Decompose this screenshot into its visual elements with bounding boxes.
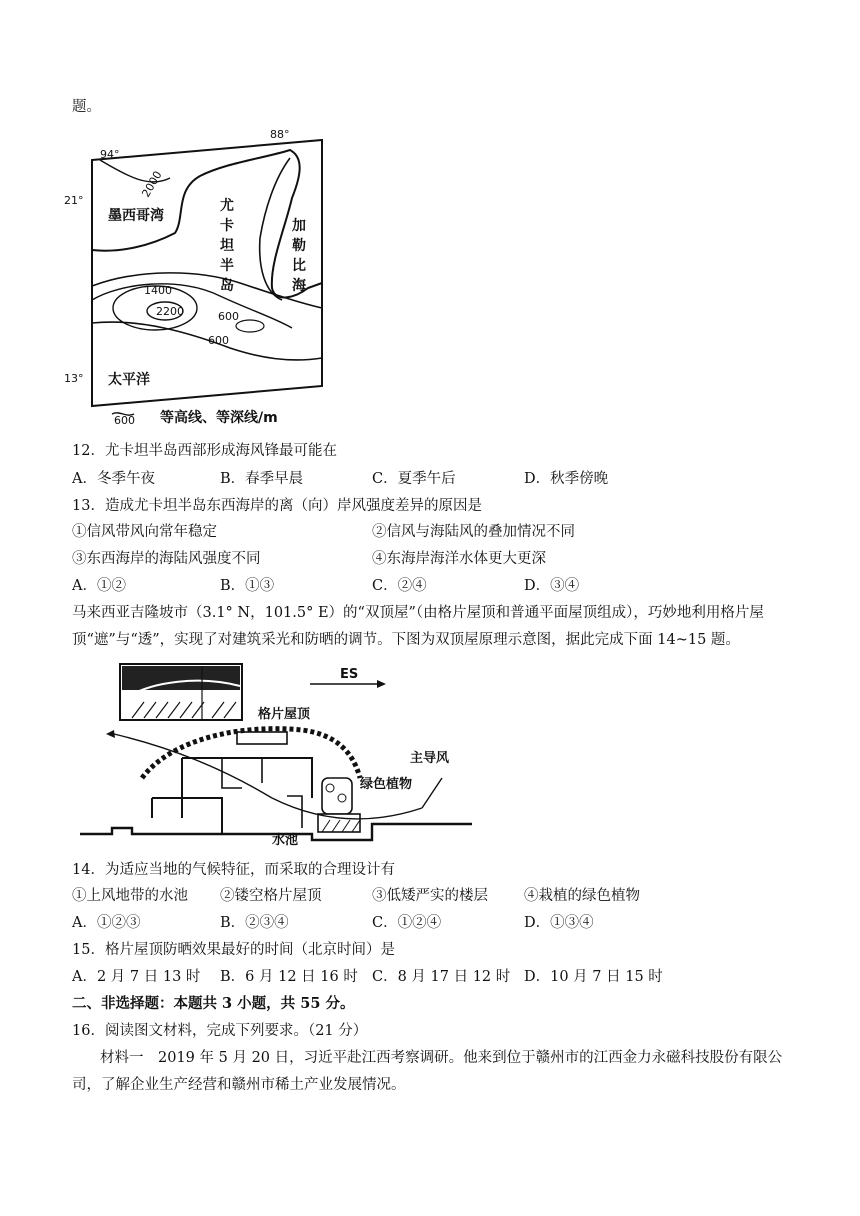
contour-south (92, 322, 322, 360)
q13-option-a[interactable]: A．①② (72, 578, 126, 594)
map-frame (92, 140, 322, 406)
svg-text:坦: 坦 (220, 238, 234, 254)
lon-right-label: 88° (270, 128, 290, 141)
q13-item-4: ④东海岸海洋水体更大更深 (372, 551, 546, 567)
lattice-roof (142, 729, 360, 778)
pool-label: 水池 (272, 833, 299, 848)
intro-tail: 题。 (72, 99, 101, 115)
q14-item-3: ③低矮严实的楼层 (372, 888, 488, 904)
q13-item-1: ①信风带风向常年稳定 (72, 524, 217, 540)
plant-pot (322, 778, 352, 814)
svg-text:岛: 岛 (220, 278, 234, 294)
svg-text:卡: 卡 (220, 218, 234, 234)
q13-stem: 13．造成尤卡坦半岛东西海岸的离（向）岸风强度差异的原因是 (72, 498, 482, 514)
q14-option-b[interactable]: B．②③④ (220, 915, 289, 931)
q12-stem: 12．尤卡坦半岛西部形成海风锋最可能在 (72, 443, 337, 459)
lon-left-label: 94° (100, 148, 120, 161)
caribbean-coast (260, 158, 290, 300)
contour-1400-label: 1400 (144, 284, 172, 297)
inset-dark (122, 666, 240, 690)
q12-option-c[interactable]: C．夏季午后 (372, 471, 456, 487)
q14-stem: 14．为适应当地的气候特征，而采取的合理设计有 (72, 862, 395, 878)
q14-option-d[interactable]: D．①③④ (524, 915, 594, 931)
q13-item-2: ②信风与海陆风的叠加情况不同 (372, 524, 575, 540)
caribbean-label (292, 218, 307, 294)
plants-label: 绿色植物 (360, 777, 413, 792)
q16-material1-line2: 司，了解企业生产经营和赣州市稀土产业发展情况。 (72, 1077, 406, 1093)
q15-stem: 15．格片屋顶防晒效果最好的时间（北京时间）是 (72, 942, 395, 958)
svg-text:勒: 勒 (292, 238, 306, 254)
gulf-label: 墨西哥湾 (108, 208, 164, 224)
q13-item-3: ③东西海岸的海陆风强度不同 (72, 551, 261, 567)
material2-line1: 马来西亚吉隆坡市（3.1° N，101.5° E）的“双顶屋”（由格片屋顶和普通平面屋顶组成），巧妙地利用格片屋 (72, 605, 764, 621)
svg-text:尤: 尤 (220, 198, 234, 214)
q14-item-1: ①上风地带的水池 (72, 888, 188, 904)
q14-option-a[interactable]: A．①②③ (72, 915, 141, 931)
svg-text:比: 比 (292, 258, 306, 274)
material2-line2: 顶“遮”与“透”，实现了对建筑采光和防晒的调节。下图为双顶屋原理示意图，据此完成下面 14~15 题。 (72, 632, 740, 648)
yucatan-map (60, 118, 330, 428)
q14-item-4: ④栽植的绿色植物 (524, 888, 640, 904)
contour-lake (236, 320, 264, 332)
legend-label: 等高线、等深线/m (160, 410, 278, 426)
svg-text:海: 海 (292, 278, 306, 294)
q13-option-d[interactable]: D．③④ (524, 578, 580, 594)
q12-option-a[interactable]: A．冬季午夜 (72, 471, 155, 487)
contour-600a-label: 600 (218, 310, 239, 323)
legend-value: 600 (114, 414, 135, 427)
contour-2000-label: 2000 (139, 168, 165, 200)
q13-option-c[interactable]: C．②④ (372, 578, 427, 594)
double-roof-diagram (72, 658, 472, 848)
wind-label: 主导风 (410, 751, 450, 766)
q12-option-b[interactable]: B．春季早晨 (220, 471, 304, 487)
contour-600b-label: 600 (208, 334, 229, 347)
lat-bottom-label: 13° (64, 372, 84, 385)
q16-stem: 16．阅读图文材料，完成下列要求。（21 分） (72, 1023, 368, 1039)
q14-item-2: ②镂空格片屋顶 (220, 888, 322, 904)
q15-option-d[interactable]: D．10 月 7 日 15 时 (524, 969, 663, 985)
contour-2200-label: 2200 (156, 305, 184, 318)
lat-top-label: 21° (64, 194, 84, 207)
section-2-heading: 二、非选择题：本题共 3 小题，共 55 分。 (72, 995, 355, 1012)
svg-text:半: 半 (220, 258, 234, 274)
svg-text:加: 加 (292, 218, 306, 234)
direction-label: ES (340, 667, 359, 682)
q13-option-b[interactable]: B．①③ (220, 578, 275, 594)
peninsula-label (220, 197, 234, 294)
roof-label: 格片屋顶 (258, 707, 311, 722)
q15-option-c[interactable]: C．8 月 17 日 12 时 (372, 969, 511, 985)
q16-material1-line1: 材料一 2019 年 5 月 20 日，习近平赴江西考察调研。他来到位于赣州市的江西金力永磁科技股份有限公 (100, 1050, 783, 1066)
q15-option-b[interactable]: B．6 月 12 日 16 时 (220, 969, 358, 985)
q12-option-d[interactable]: D．秋季傍晚 (524, 471, 609, 487)
q15-option-a[interactable]: A．2 月 7 日 13 时 (72, 969, 201, 985)
ocean-label: 太平洋 (108, 372, 150, 388)
q14-option-c[interactable]: C．①②④ (372, 915, 442, 931)
